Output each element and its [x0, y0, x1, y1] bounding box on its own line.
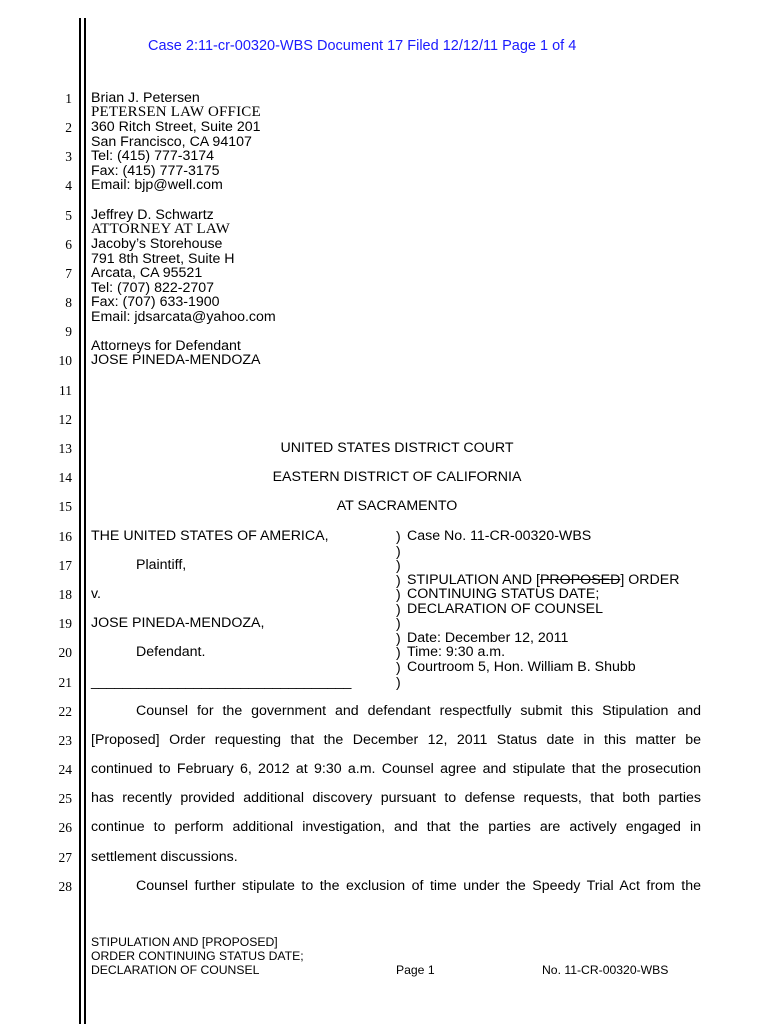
footer-title-line2: ORDER CONTINUING STATUS DATE; [91, 949, 304, 963]
attorney-email: Email: jdsarcata@yahoo.com [91, 309, 276, 325]
defendant-role: Defendant. [136, 644, 206, 660]
line-number: 2 [65, 120, 72, 135]
line-number: 21 [58, 675, 72, 690]
versus: v. [91, 586, 101, 602]
caption-paren: ) [396, 586, 401, 602]
caption-paren: ) [396, 659, 401, 675]
attorney-tel: Tel: (415) 777-3174 [91, 148, 215, 164]
left-margin-rule-outer [79, 18, 81, 1024]
attorney-name: Jeffrey D. Schwartz [91, 207, 214, 223]
line-number: 1 [65, 91, 72, 106]
attorneys-for-label: Attorneys for Defendant [91, 338, 241, 354]
body-line: [Proposed] Order requesting that the December 12, 2011 Status date in this matter be [91, 732, 701, 748]
title-suffix: ] ORDER [620, 572, 680, 588]
line-number: 12 [58, 412, 72, 427]
line-number: 10 [58, 353, 72, 368]
attorney-address: Jacoby’s Storehouse [91, 236, 223, 252]
line-number: 23 [58, 733, 72, 748]
body-line: settlement discussions. [91, 849, 238, 865]
line-number: 19 [58, 616, 72, 631]
plaintiff-party: THE UNITED STATES OF AMERICA, [91, 528, 329, 544]
court-location: AT SACRAMENTO [336, 498, 458, 514]
hearing-time: Time: 9:30 a.m. [407, 644, 506, 660]
line-number: 17 [58, 558, 72, 573]
line-number: 22 [58, 704, 72, 719]
attorney-city: Arcata, CA 95521 [91, 265, 203, 281]
line-number: 24 [58, 762, 72, 777]
line-number: 5 [65, 208, 72, 223]
caption-underline: _________________________________ [91, 674, 352, 690]
line-number: 27 [58, 850, 72, 865]
caption-paren: ) [396, 543, 401, 559]
line-number: 18 [58, 587, 72, 602]
line-number: 16 [58, 529, 72, 544]
hearing-date: Date: December 12, 2011 [407, 630, 569, 646]
caption-paren: ) [396, 528, 401, 544]
line-number: 25 [58, 791, 72, 806]
caption-paren: ) [396, 615, 401, 631]
line-number: 26 [58, 820, 72, 835]
attorney-city: San Francisco, CA 94107 [91, 134, 252, 150]
line-number: 11 [59, 383, 72, 398]
caption-paren: ) [396, 601, 401, 617]
ecf-header: Case 2:11-cr-00320-WBS Document 17 Filed 12/12/11 Page 1 of 4 [148, 38, 577, 54]
line-number: 13 [58, 441, 72, 456]
left-margin-rule-inner [84, 18, 86, 1024]
line-number: 20 [58, 645, 72, 660]
caption-paren: ) [396, 674, 401, 690]
body-line: Counsel for the government and defendant respectfully submit this Stipulation and [136, 703, 701, 719]
footer-case-number: No. 11-CR-00320-WBS [542, 963, 669, 977]
attorney-address: 360 Ritch Street, Suite 201 [91, 119, 261, 135]
line-number: 28 [58, 879, 72, 894]
title-prefix: STIPULATION AND [ [407, 572, 540, 588]
body-line: continue to perform additional investigation, and that the parties are actively engaged in [91, 819, 701, 835]
defendant-party: JOSE PINEDA-MENDOZA, [91, 615, 265, 631]
courtroom-judge: Courtroom 5, Hon. William B. Shubb [407, 659, 636, 675]
footer-title-line3: DECLARATION OF COUNSEL [91, 963, 260, 977]
plaintiff-role: Plaintiff, [136, 557, 187, 573]
attorney-name: Brian J. Petersen [91, 90, 200, 106]
attorney-fax: Fax: (707) 633-1900 [91, 294, 220, 310]
line-number: 8 [65, 295, 72, 310]
court-district: EASTERN DISTRICT OF CALIFORNIA [272, 469, 522, 485]
struck-proposed: PROPOSED [539, 572, 621, 588]
line-number: 3 [65, 149, 72, 164]
caption-paren: ) [396, 572, 401, 588]
body-line: Counsel further stipulate to the exclusion of time under the Speedy Trial Act from the [136, 878, 701, 894]
attorney-firm: PETERSEN LAW OFFICE [91, 104, 261, 120]
caption-paren: ) [396, 630, 401, 646]
body-line: has recently provided additional discovery pursuant to defense requests, that both parties [91, 790, 701, 806]
line-number: 6 [65, 237, 72, 252]
caption-paren: ) [396, 557, 401, 573]
line-number: 7 [65, 266, 72, 281]
footer-page-number: Page 1 [396, 963, 435, 977]
case-number: Case No. 11-CR-00320-WBS [407, 528, 592, 544]
line-number: 15 [58, 499, 72, 514]
document-title-line3: DECLARATION OF COUNSEL [407, 601, 604, 617]
body-line: continued to February 6, 2012 at 9:30 a.m. Counsel agree and stipulate that the prosecution [91, 761, 701, 777]
line-number: 4 [65, 178, 72, 193]
court-name: UNITED STATES DISTRICT COURT [280, 440, 514, 456]
defendant-name: JOSE PINEDA-MENDOZA [91, 352, 261, 368]
line-number: 14 [58, 470, 72, 485]
attorney-street: 791 8th Street, Suite H [91, 251, 235, 267]
line-number: 9 [65, 324, 72, 339]
attorney-firm: ATTORNEY AT LAW [91, 221, 231, 237]
attorney-tel: Tel: (707) 822-2707 [91, 280, 215, 296]
footer-title-line1: STIPULATION AND [PROPOSED] [91, 935, 278, 949]
attorney-email: Email: bjp@well.com [91, 177, 223, 193]
attorney-fax: Fax: (415) 777-3175 [91, 163, 220, 179]
caption-paren: ) [396, 644, 401, 660]
document-title-line2: CONTINUING STATUS DATE; [407, 586, 600, 602]
